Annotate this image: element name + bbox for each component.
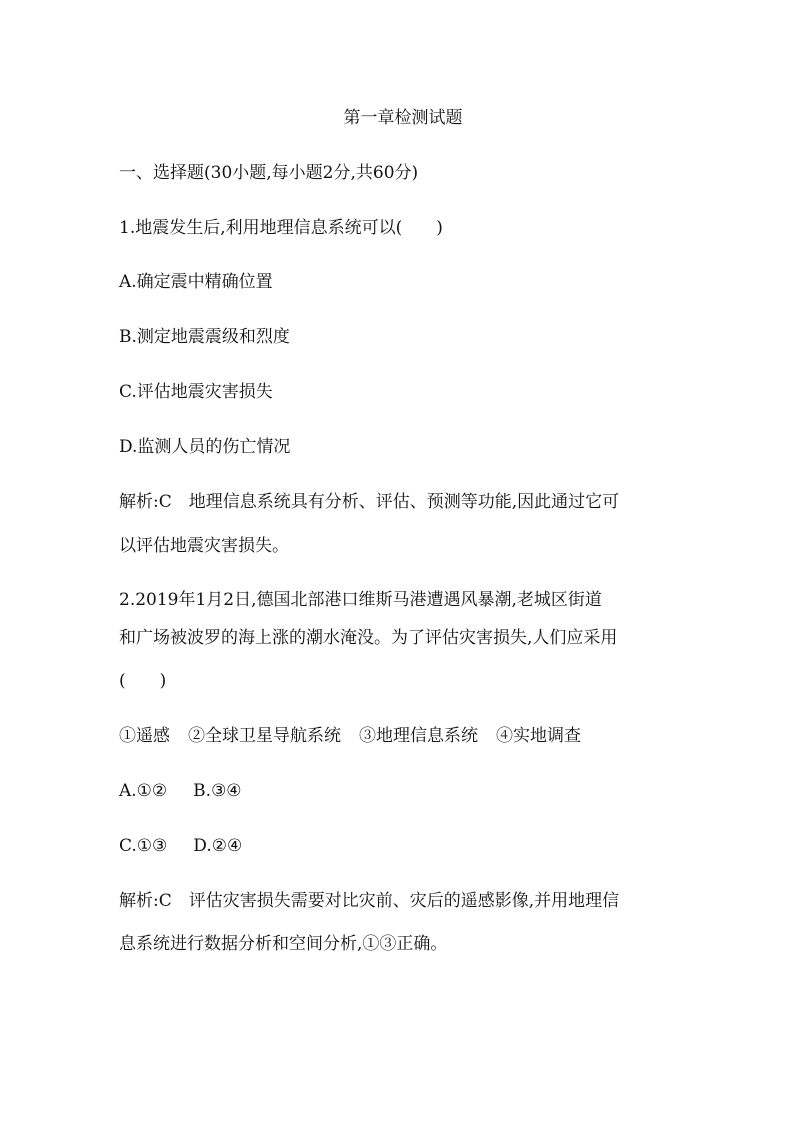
question-2-analysis-line-2: 息系统进行数据分析和空间分析,①③正确。 [119, 934, 448, 954]
question-1-stem: 1.地震发生后,利用地理信息系统可以( ) [119, 218, 443, 238]
question-2-analysis-line-1: 解析:C 评估灾害损失需要对比灾前、灾后的遥感影像,并用地理信 [119, 891, 620, 911]
question-1-analysis-line-2: 以评估地震灾害损失。 [119, 536, 289, 556]
item-1: ①遥感 [119, 726, 170, 746]
question-2-option-d: D.②④ [193, 836, 243, 856]
question-1-option-a: A.确定震中精确位置 [119, 272, 273, 292]
item-2: ②全球卫星导航系统 [188, 726, 341, 746]
item-3: ③地理信息系统 [359, 726, 478, 746]
question-1-analysis-line-1: 解析:C 地理信息系统具有分析、评估、预测等功能,因此通过它可 [119, 492, 620, 512]
page-title: 第一章检测试题 [343, 108, 463, 128]
question-2-stem-line-3: ( ) [119, 671, 167, 691]
question-1-option-d: D.监测人员的伤亡情况 [119, 437, 291, 457]
question-2-stem-line-1: 2.2019年1月2日,德国北部港口维斯马港遭遇风暴潮,老城区街道 [119, 590, 602, 610]
question-2-options-row-1 [119, 780, 242, 802]
question-2-option-c: C.①③ [119, 836, 168, 856]
question-1-option-b: B.测定地震震级和烈度 [119, 327, 290, 347]
question-2-items [119, 725, 581, 747]
question-2-option-b: B.③④ [193, 781, 242, 801]
item-4: ④实地调查 [496, 726, 581, 746]
section-heading: 一、选择题(30小题,每小题2分,共60分) [119, 163, 419, 183]
question-2-options-row-2 [119, 835, 242, 857]
question-1-option-c: C.评估地震灾害损失 [119, 382, 273, 402]
question-2-stem-line-2: 和广场被波罗的海上涨的潮水淹没。为了评估灾害损失,人们应采用 [119, 628, 618, 648]
question-2-option-a: A.①② [119, 781, 168, 801]
